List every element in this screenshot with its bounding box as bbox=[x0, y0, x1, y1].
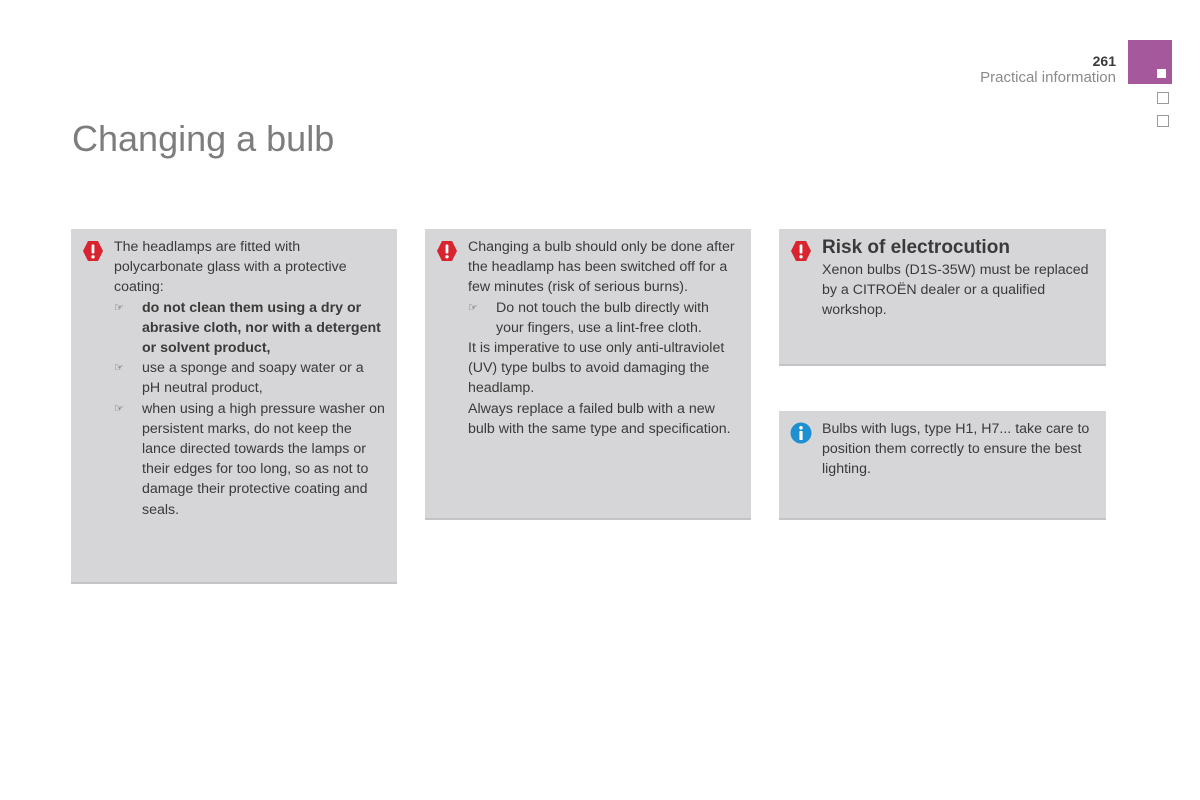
page-number: 261 bbox=[1092, 53, 1116, 69]
list-item-text: Do not touch the bulb directly with your fingers, use a lint-free cloth. bbox=[496, 299, 709, 336]
info-box-bulb-lugs bbox=[779, 411, 1106, 520]
warning-box-electrocution bbox=[779, 229, 1106, 366]
section-title: Practical information bbox=[980, 69, 1116, 86]
warning-icon bbox=[790, 240, 812, 262]
chapter-tab-box bbox=[1157, 92, 1169, 104]
warning-content bbox=[468, 237, 739, 439]
warning-box-changing-bulb bbox=[425, 229, 751, 520]
pointing-hand-icon: ☞ bbox=[114, 401, 124, 415]
info-content bbox=[822, 419, 1094, 480]
warning-icon bbox=[82, 240, 104, 262]
risk-title: Risk of electrocution bbox=[822, 237, 1010, 258]
warning-box-headlamp-glass bbox=[71, 229, 397, 584]
warning-intro: The headlamps are fitted with polycarbonate glass with a protective coating: bbox=[114, 239, 347, 296]
warning-content bbox=[822, 236, 1094, 321]
list-item bbox=[114, 298, 385, 359]
list-item-text: do not clean them using a dry or abrasive cloth, nor with a detergent or solvent product, bbox=[142, 299, 381, 357]
chapter-tab-box bbox=[1157, 115, 1169, 127]
list-item bbox=[468, 298, 739, 338]
chapter-tab-marker bbox=[1157, 69, 1166, 78]
info-text: Bulbs with lugs, type H1, H7... take care to position them correctly to ensure the best lighting. bbox=[822, 421, 1090, 478]
uv-bulb-paragraph: It is imperative to use only anti-ultraviolet (UV) type bulbs to avoid damaging the headlamp. bbox=[468, 340, 725, 397]
risk-text: Xenon bulbs (D1S-35W) must be replaced by a CITROËN dealer or a qualified workshop. bbox=[822, 262, 1089, 319]
warning-icon bbox=[436, 240, 458, 262]
list-item-text: when using a high pressure washer on persistent marks, do not keep the lance directed towards the lamps or their edges for too long, so as not to damage their protective coating and seals. bbox=[142, 400, 385, 518]
page-title: Changing a bulb bbox=[72, 118, 335, 159]
list-item-text: use a sponge and soapy water or a pH neutral product, bbox=[142, 360, 364, 397]
warning-content bbox=[114, 237, 385, 520]
warning-intro: Changing a bulb should only be done after the headlamp has been switched off for a few minutes (risk of serious burns). bbox=[468, 239, 735, 296]
pointing-hand-icon: ☞ bbox=[114, 361, 124, 375]
list-item bbox=[114, 399, 385, 520]
pointing-hand-icon: ☞ bbox=[114, 300, 124, 314]
info-icon bbox=[790, 422, 812, 444]
list-item bbox=[114, 358, 385, 398]
pointing-hand-icon: ☞ bbox=[468, 300, 478, 314]
replace-bulb-paragraph: Always replace a failed bulb with a new bulb with the same type and specification. bbox=[468, 400, 731, 437]
